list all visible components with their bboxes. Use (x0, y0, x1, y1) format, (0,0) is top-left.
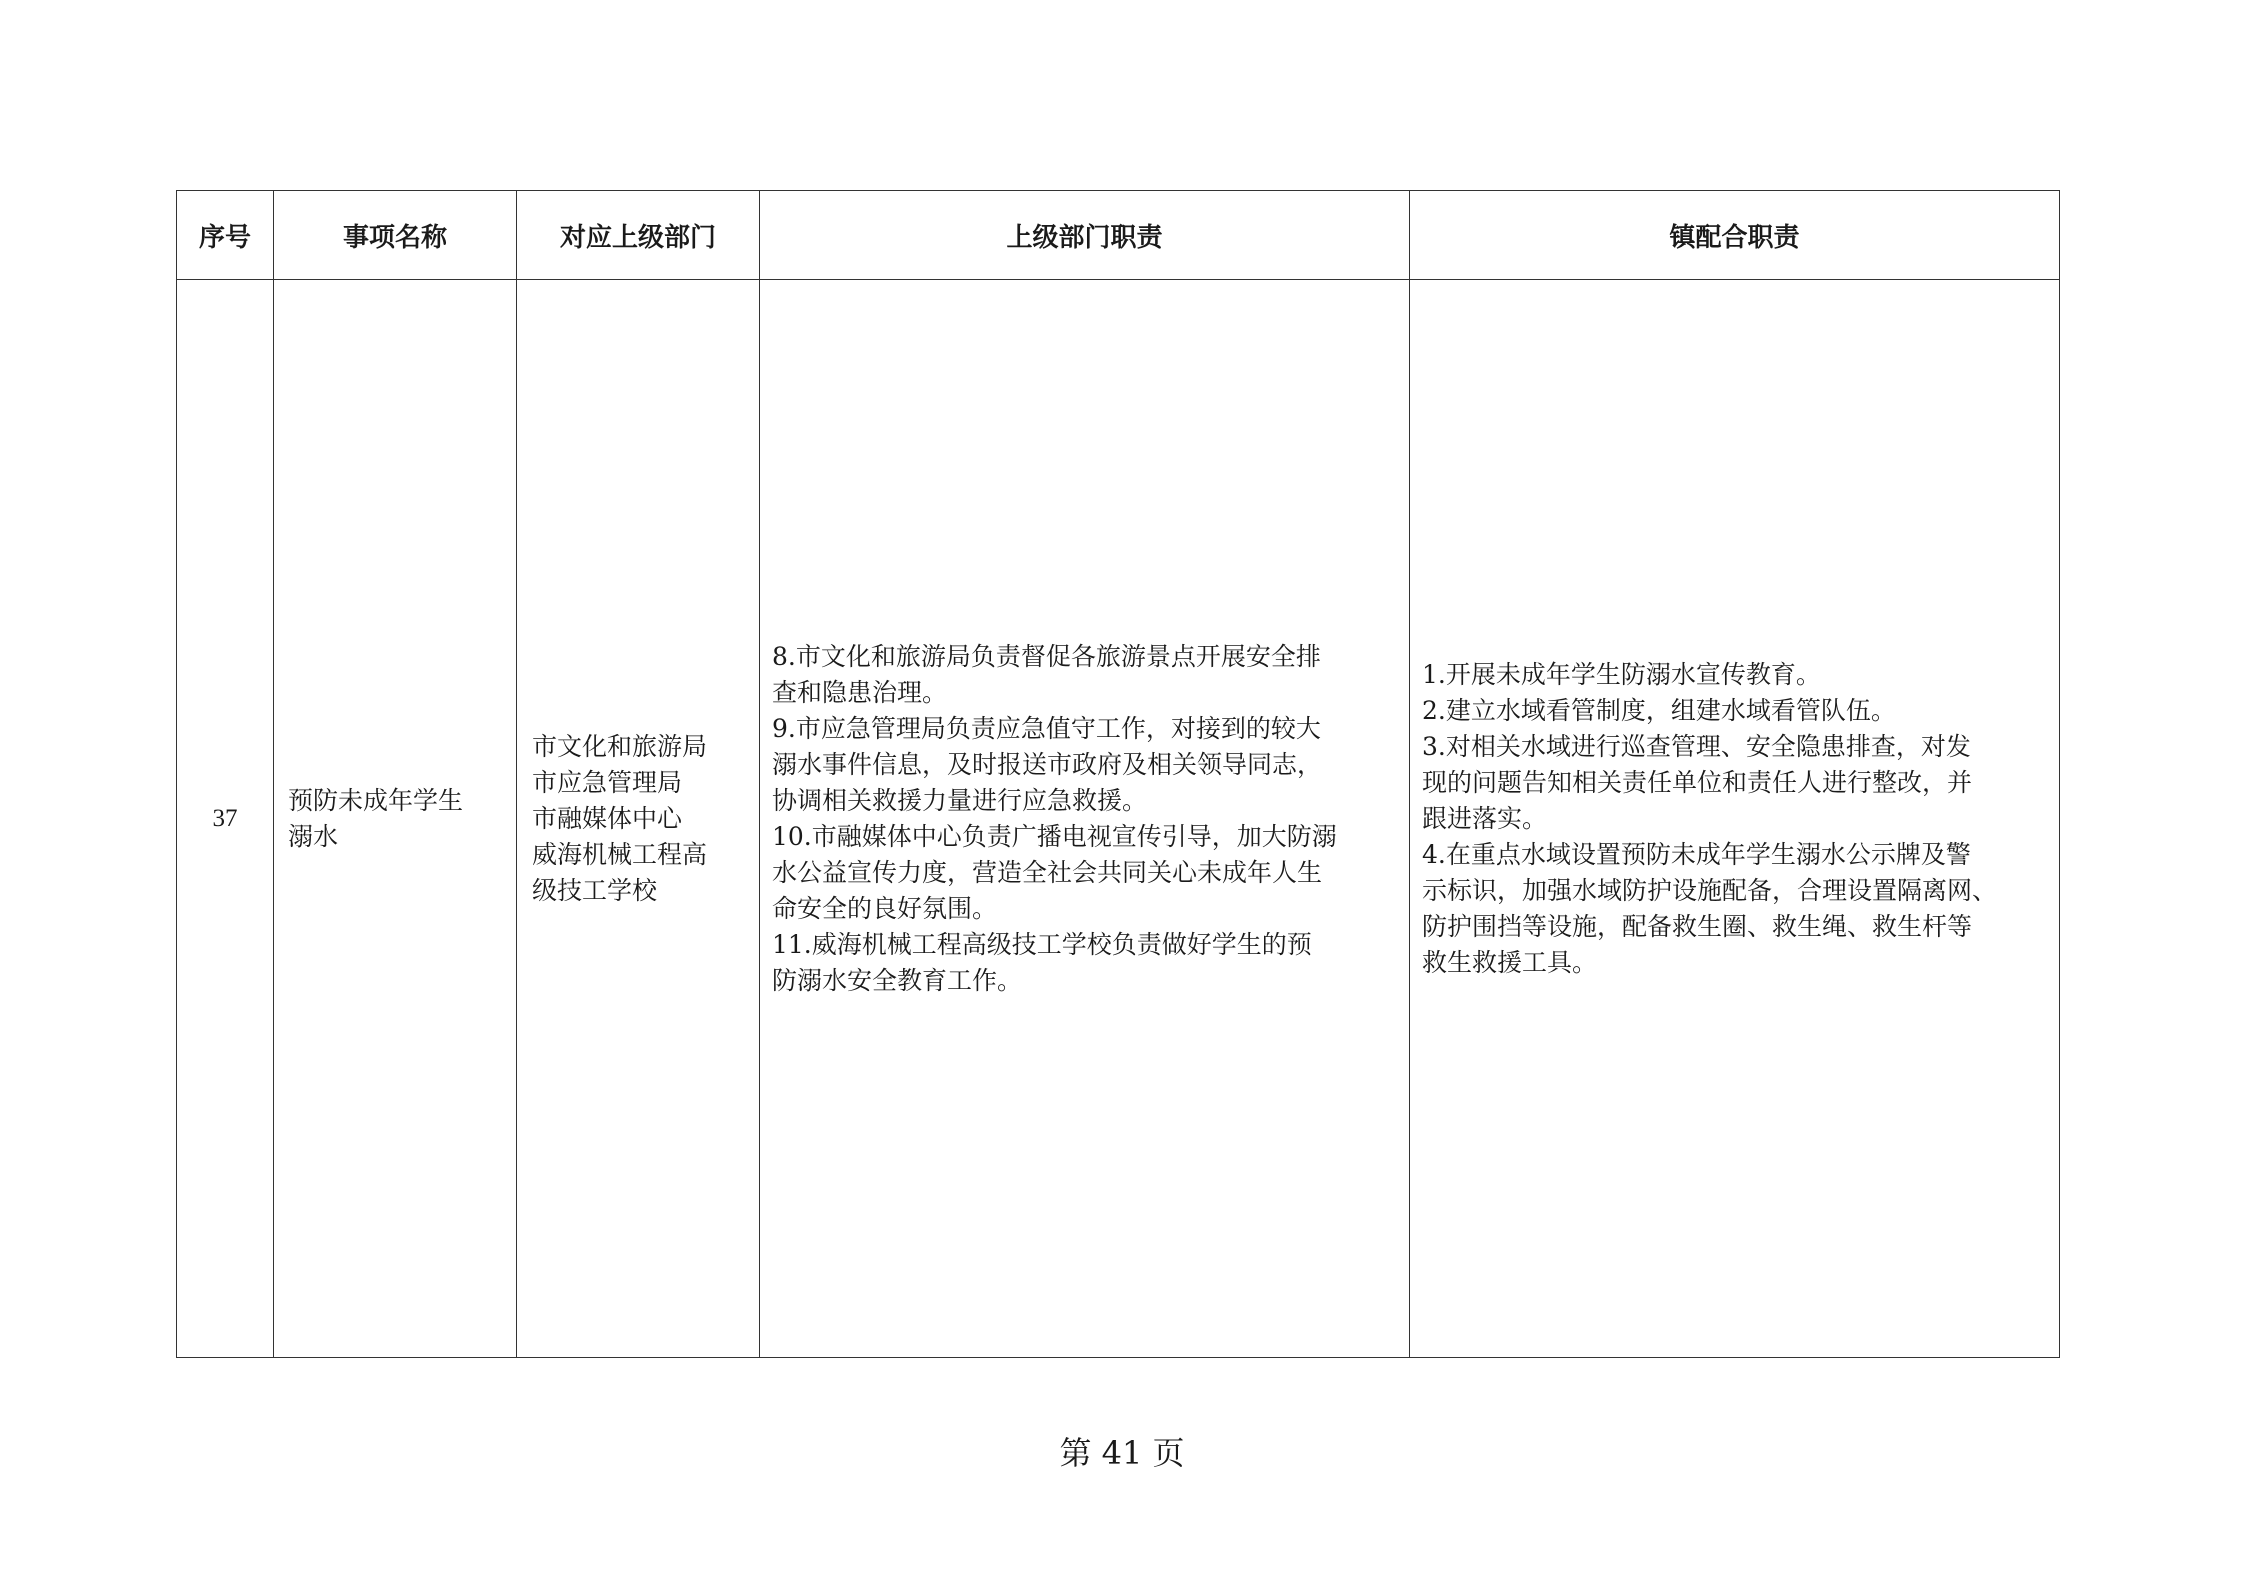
cell-seq: 37 (177, 280, 274, 1358)
upper-duty-line: 8.市文化和旅游局负责督促各旅游景点开展安全排 (772, 641, 1321, 671)
town-duty-line: 示标识，加强水域防护设施配备，合理设置隔离网、 (1422, 875, 1998, 905)
town-duty-line: 现的问题告知相关责任单位和责任人进行整改，并 (1422, 767, 1973, 797)
header-town-duty: 镇配合职责 (1410, 191, 2060, 280)
town-duty-line: 防护围挡等设施，配备救生圈、救生绳、救生杆等 (1422, 911, 1973, 941)
town-duty-line: 4.在重点水域设置预防未成年学生溺水公示牌及警 (1422, 839, 1971, 869)
page-number: 第 41 页 (1059, 1434, 1185, 1472)
header-upper-dept: 对应上级部门 (517, 191, 760, 280)
header-item-name: 事项名称 (274, 191, 517, 280)
upper-duty-line: 9.市应急管理局负责应急值守工作，对接到的较大 (772, 713, 1321, 743)
town-duty-line: 2.建立水域看管制度，组建水域看管队伍。 (1422, 695, 1896, 725)
dept-line: 市融媒体中心 (532, 803, 683, 833)
header-upper-duty: 上级部门职责 (760, 191, 1410, 280)
dept-line: 级技工学校 (532, 875, 658, 905)
cell-item-name (274, 280, 517, 1358)
upper-duty-line: 协调相关救援力量进行应急救援。 (772, 785, 1148, 815)
header-seq: 序号 (177, 191, 274, 280)
town-duty-line: 跟进落实。 (1422, 803, 1548, 833)
town-duty-line: 救生救援工具。 (1422, 947, 1598, 977)
upper-duty-line: 11.威海机械工程高级技工学校负责做好学生的预 (772, 929, 1312, 959)
town-duty-line: 3.对相关水域进行巡查管理、安全隐患排查，对发 (1422, 731, 1971, 761)
upper-duty-line: 水公益宣传力度，营造全社会共同关心未成年人生 (772, 857, 1323, 887)
town-duty-line: 1.开展未成年学生防溺水宣传教育。 (1422, 659, 1821, 689)
cell-upper-dept (517, 280, 760, 1358)
upper-duty-line: 10.市融媒体中心负责广播电视宣传引导，加大防溺 (772, 821, 1337, 851)
upper-duty-line: 命安全的良好氛围。 (772, 893, 998, 923)
upper-duty-line: 溺水事件信息，及时报送市政府及相关领导同志， (772, 749, 1323, 779)
upper-duty-line: 查和隐患治理。 (772, 677, 948, 707)
table-row (177, 280, 2060, 1358)
cell-town-duty (1410, 280, 2060, 1358)
dept-line: 市应急管理局 (532, 767, 683, 797)
cell-upper-duty (760, 280, 1410, 1358)
dept-line: 威海机械工程高 (532, 839, 708, 869)
item-name-line: 预防未成年学生 (288, 785, 464, 815)
duty-table (176, 190, 2060, 1358)
header-row (177, 191, 2060, 280)
upper-duty-line: 防溺水安全教育工作。 (772, 965, 1023, 995)
item-name-line: 溺水 (288, 821, 339, 851)
dept-line: 市文化和旅游局 (532, 731, 708, 761)
